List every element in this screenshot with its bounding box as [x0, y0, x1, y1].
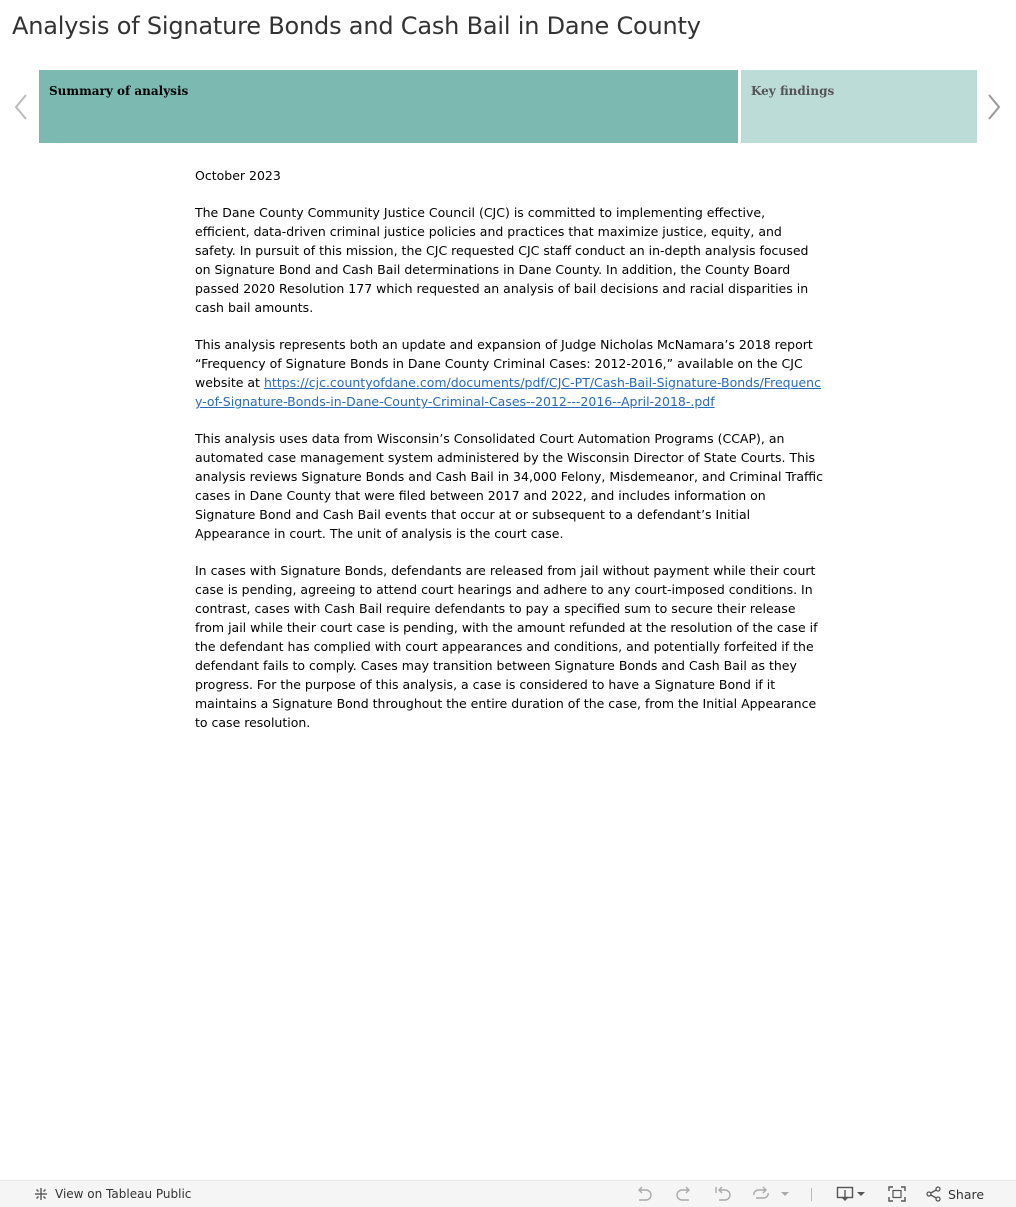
report-date: October 2023 — [195, 168, 281, 183]
toolbar-divider — [811, 1188, 812, 1201]
view-on-tableau-public-link[interactable] — [33, 1186, 191, 1202]
share-label: Share — [948, 1186, 985, 1202]
fullscreen-button[interactable] — [888, 1186, 906, 1202]
paragraph-update-text: This analysis represents both an update and expansion of Judge Nicholas McNamara’s 2018 report “Frequency of Signature Bonds in Dane County Criminal Cases: 2012-2016,” available on the CJC website at — [195, 337, 813, 390]
paragraph-intro: The Dane County Community Justice Council (CJC) is committed to implementing effective, efficient, data-driven criminal justice policies and practices that maximize justice, equity, and safety. In pursuit of this mission, the CJC requested CJC staff conduct an in-depth analysis focused on Signature Bond and Cash Bail determinations in Dane County. In addition, the County Board passed 2020 Resolution 177 which requested an analysis of bail decisions and racial disparities in cash bail amounts. — [195, 205, 809, 315]
refresh-button[interactable] — [751, 1186, 771, 1202]
previous-story-point-button[interactable] — [11, 90, 31, 124]
share-icon — [926, 1186, 942, 1202]
chevron-left-icon — [14, 93, 28, 121]
download-button[interactable] — [836, 1186, 866, 1202]
tab-label: Key findings — [751, 84, 835, 98]
tab-summary-of-analysis[interactable] — [39, 70, 738, 143]
next-story-point-button[interactable] — [984, 90, 1004, 124]
tab-key-findings[interactable] — [741, 70, 977, 143]
tab-label: Summary of analysis — [49, 84, 189, 98]
report-link[interactable]: https://cjc.countyofdane.com/documents/pdf/CJC-PT/Cash-Bail-Signature-Bonds/Frequency-of-Signature-Bonds-in-Dane-County-Criminal-Cases--2012---2016--April-2018-.pdf — [195, 375, 821, 409]
refresh-options-dropdown[interactable] — [780, 1186, 790, 1202]
paragraph-data-source: This analysis uses data from Wisconsin’s Consolidated Court Automation Programs (CCAP), an automated case management system administered by the Wisconsin Director of State Courts. This analysis reviews Signature Bonds and Cash Bail in 34,000 Felony, Misdemeanor, and Criminal Traffic cases in Dane County that were filed between 2017 and 2022, and includes information on Signature Bond and Cash Bail events that occur at or subsequent to a defendant’s Initial Appearance in court. The unit of analysis is the court case. — [195, 431, 823, 541]
view-on-tableau-label: View on Tableau Public — [55, 1187, 192, 1201]
undo-button[interactable] — [635, 1186, 653, 1202]
page-title: Analysis of Signature Bonds and Cash Bail in Dane County — [12, 12, 701, 40]
redo-icon — [675, 1186, 693, 1202]
paragraph-update — [195, 335, 823, 411]
undo-icon — [635, 1186, 653, 1202]
revert-button[interactable] — [714, 1186, 732, 1202]
fullscreen-icon — [888, 1186, 906, 1202]
tableau-logo-icon — [33, 1186, 49, 1202]
share-button[interactable] — [926, 1186, 984, 1202]
tableau-toolbar — [0, 1180, 1016, 1207]
paragraph-definitions: In cases with Signature Bonds, defendants are released from jail without payment while their court case is pending, agreeing to attend court hearings and adhere to any court-imposed conditions. In contrast, cases with Cash Bail require defendants to pay a specified sum to secure their release from jail while their court case is pending, with the amount refunded at the resolution of the case if the defendant has complied with court appearances and conditions, and potentially forfeited if the defendant fails to comply. Cases may transition between Signature Bonds and Cash Bail as they progress. For the purpose of this analysis, a case is considered to have a Signature Bond if it maintains a Signature Bond throughout the entire duration of the case, from the Initial Appearance to case resolution. — [195, 563, 818, 730]
redo-button[interactable] — [675, 1186, 693, 1202]
chevron-right-icon — [987, 93, 1001, 121]
chevron-down-icon — [780, 1186, 790, 1202]
download-icon — [836, 1186, 866, 1202]
refresh-icon — [751, 1186, 771, 1202]
revert-icon — [714, 1186, 732, 1202]
summary-text-block — [195, 166, 823, 750]
